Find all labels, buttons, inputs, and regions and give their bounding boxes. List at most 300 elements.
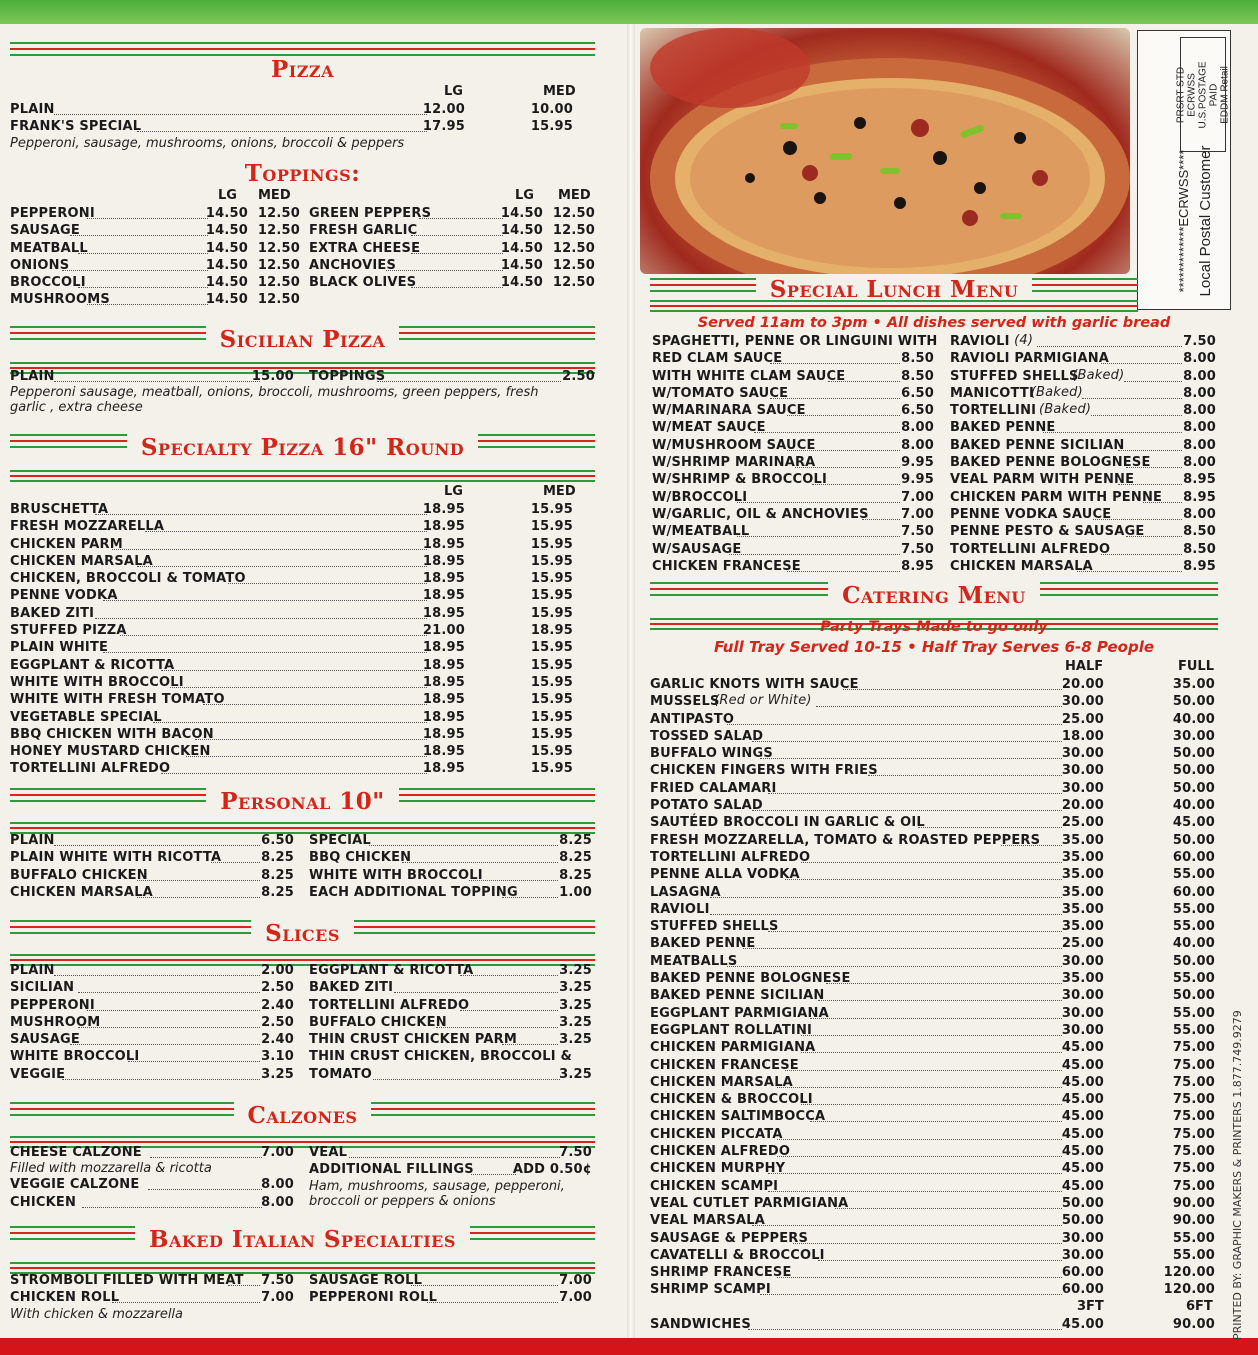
menu-item [650,1264,1218,1281]
menu-item [10,726,595,743]
item-price: 9.95 [901,472,934,488]
item-note: Ham, mushrooms, sausage, pepperoni, broccoli or peppers & onions [309,1178,565,1209]
menu-item [652,523,934,540]
item-name: EGGPLANT ROLLATINI [650,1022,813,1038]
item-name: BAKED ZITI [309,980,394,996]
price-lg: 18.95 [422,605,465,621]
item-name: W/GARLIC, OIL & ANCHOVIES [652,506,869,522]
menu-item: VEGGIE CALZONE 8.00 [10,1177,294,1193]
top-border [0,0,1258,24]
item-price: 8.95 [901,558,934,574]
menu-item [10,832,294,849]
item-name: SICILIAN [10,980,75,996]
item-name: ONIONS [10,257,70,273]
item-name: SAUSAGE & PEPPERS [650,1230,809,1246]
price-lg: 14.50 [205,223,248,239]
item-name: BUFFALO WINGS [650,746,773,762]
item-name: BLACK OLIVES [309,275,417,291]
menu-item [950,471,1216,488]
item-name: BUFFALO CHICKEN [309,1014,447,1030]
price-half: 45.00 [1061,1040,1104,1056]
item-name: PEPPERONI ROLL [309,1290,438,1306]
item-price: 6.50 [901,385,934,401]
item-name: PEPPERONI [10,997,95,1013]
price-lg: 18.95 [422,553,465,569]
price-half: 30.00 [1061,1247,1104,1263]
item-name: W/MEAT SAUCE [652,420,766,436]
price-lg: 18.95 [422,571,465,587]
menu-item [10,101,595,118]
menu-item [10,222,300,239]
price-lg: 18.95 [422,657,465,673]
dot-leader [793,1231,1062,1244]
menu-item [309,240,595,257]
price-med: 12.50 [257,240,300,256]
price-full: 55.00 [1172,919,1215,935]
dot-leader [137,868,261,881]
item-price: 2.40 [261,997,294,1013]
price-med: 12.50 [552,206,595,221]
dot-leader [460,998,558,1011]
price-half: 30.00 [1061,988,1104,1004]
menu-item [650,762,1218,779]
menu-item [652,368,934,385]
menu-item [950,558,1216,575]
price-med: 15.95 [530,605,573,621]
dot-leader [377,369,561,382]
item-name: PENNE VODKA SAUCE [950,506,1112,522]
item-price: 7.50 [901,524,934,540]
catering-section [650,580,1218,1332]
price-med: 12.50 [257,275,300,291]
dot-leader [918,815,1062,828]
price-half: 30.00 [1061,763,1104,779]
dot-leader [768,919,1062,932]
price-half: 30.00 [1061,1005,1104,1021]
price-lg: 18.95 [422,692,465,708]
item-name: W/MEATBALL [652,524,750,540]
dot-leader [228,571,427,584]
price-half: 60.00 [1061,1282,1104,1298]
price-full: 120.00 [1163,1265,1215,1281]
dot-leader [727,712,1062,725]
item-price: 8.00 [901,420,934,436]
price-half: 45.00 [1061,1074,1104,1090]
price-full: 75.00 [1172,1057,1215,1073]
menu-item [650,1039,1218,1056]
price-med: 15.95 [530,761,573,777]
pizza-photo [640,28,1130,274]
item-price: 2.00 [261,963,294,978]
menu-item [309,884,592,901]
price-full: 40.00 [1172,936,1215,952]
price-med: 15.95 [530,571,573,587]
item-name: EGGPLANT & RICOTTA [10,657,175,673]
item-name: GARLIC KNOTS WITH SAUCE [650,677,859,692]
item-price: 3.25 [559,1014,592,1030]
item-name: BAKED PENNE BOLOGNESE [650,971,851,987]
menu-item [10,709,595,726]
dot-leader [727,954,1062,967]
price-full: 40.00 [1172,711,1215,727]
item-price: 3.10 [261,1049,294,1065]
item-price: 8.50 [901,368,934,384]
menu-item: SPAGHETTI, PENNE OR LINGUINI WITH [652,334,938,349]
section-title: Sicilian Pizza [10,326,595,353]
dot-leader [170,675,427,688]
dot-leader [87,292,208,305]
catering-subtitle-1: Party Trays Made to go only [820,619,1048,635]
menu-item [650,814,1218,831]
item-name: RED CLAM SAUCE [652,351,783,367]
menu-item [10,257,300,274]
price-half: 25.00 [1061,711,1104,727]
bottom-border [0,1338,1258,1355]
menu-item [650,797,1218,814]
dot-leader [411,223,503,236]
item-price: 15.00 [251,369,294,384]
item-name: POTATO SALAD [650,798,763,814]
item-name: PENNE PESTO & SAUSAGE [950,524,1145,540]
item-name: VEAL PARM WITH PENNE [950,472,1135,488]
item-name: CAVATELLI & BROCCOLI [650,1247,825,1263]
item-price: 6.50 [901,403,934,419]
menu-item [650,918,1218,935]
price-half: 35.00 [1061,884,1104,900]
personal-section [10,786,595,900]
price-half: 20.00 [1061,677,1104,692]
item-name: STUFFED SHELLS [650,919,779,935]
price-med: 15.95 [530,119,573,135]
item-name: LASAGNA [650,884,721,900]
price-med: 12.50 [552,257,595,273]
dot-leader [843,677,1062,690]
price-half: 45.00 [1061,1092,1104,1108]
menu-item [10,849,294,866]
item-price: 7.00 [261,1290,294,1306]
menu-item [650,1005,1218,1022]
dot-leader [737,490,900,503]
item-name: CHICKEN PICCATA [650,1126,783,1142]
item-price: 3.25 [261,1066,294,1082]
dot-leader [1037,334,1182,347]
price-med: 15.95 [530,553,573,569]
dot-leader [103,588,427,601]
menu-item [10,691,595,708]
item-note: Filled with mozzarella & ricotta [10,1161,212,1177]
item-price: 8.25 [559,867,592,883]
price-half: 30.00 [1061,694,1104,710]
menu-item [652,454,934,471]
item-name: RAVIOLI [650,901,710,917]
item-price: 7.00 [559,1290,592,1306]
dot-leader [862,507,901,520]
menu-item [650,1178,1218,1195]
item-name: TORTELLINI ALFREDO [650,849,811,865]
section-title: Pizza [10,56,595,83]
item-name: TORTELLINI ALFREDO [309,997,470,1013]
menu-item [650,832,1218,849]
price-med: 12.50 [552,223,595,239]
menu-item: SANDWICHES 45.00 90.00 [650,1316,1215,1332]
price-med: 15.95 [530,657,573,673]
menu-item [10,867,294,884]
price-half: 45.00 [1061,1057,1104,1073]
menu-item [652,437,934,454]
dot-leader [710,885,1062,898]
menu-item [650,1247,1218,1264]
menu-item [10,274,300,291]
item-name: BROCCOLI [10,275,86,291]
dot-leader [1126,455,1182,468]
price-full: 50.00 [1172,746,1215,762]
dot-leader [818,1248,1062,1261]
item-name: CHICKEN MARSALA [10,553,153,569]
dot-leader [203,692,427,705]
menu-item [950,402,1216,419]
dot-leader [785,1058,1062,1071]
item-name: BRUSCHETTA [10,502,109,517]
item-name: CHICKEN MARSALA [10,884,153,900]
item-name: MUSHROOM [10,1014,101,1030]
dot-leader [1082,386,1182,399]
menu-item [950,419,1216,436]
dot-leader [1093,507,1182,520]
item-price: 7.50 [1183,334,1216,349]
price-half: 35.00 [1061,919,1104,935]
item-price: 8.00 [1183,506,1216,522]
item-price: 2.40 [261,1032,294,1048]
menu-item [950,350,1216,367]
item-name: ANTIPASTO [650,711,735,727]
menu-item [950,506,1216,523]
dot-leader [195,727,427,740]
item-name: BAKED PENNE SICILIAN [950,437,1125,453]
dot-leader [777,1144,1063,1157]
menu-item [10,587,595,604]
menu-item [650,1091,1218,1108]
section-title: Special Lunch Menu [650,276,1138,303]
price-half: 45.00 [1061,1144,1104,1160]
menu-item: ADDITIONAL FILLINGS ADD 0.50¢ [309,1162,592,1178]
price-med: 12.50 [552,240,595,256]
menu-item [650,728,1218,745]
item-name: THIN CRUST CHICKEN PARM [309,1032,517,1048]
item-name: WHITE WITH FRESH TOMATO [10,692,225,708]
dot-leader [369,833,558,846]
price-full: 55.00 [1172,1005,1215,1021]
price-full: 55.00 [1172,867,1215,883]
price-full: 75.00 [1172,1144,1215,1160]
dot-leader [760,1282,1062,1295]
dot-leader [411,241,503,254]
menu-item [10,997,294,1014]
price-lg: 21.00 [422,623,465,639]
price-med: 12.50 [257,292,300,308]
dot-leader [816,694,1063,707]
menu-item [309,979,592,996]
dot-leader [87,206,208,219]
section-title: Catering Menu [650,582,1218,609]
price-full: 35.00 [1172,677,1215,692]
item-name: WHITE WITH BROCCOLI [10,674,184,690]
item-name: CHICKEN FINGERS WITH FRIES [650,763,878,779]
item-name: CHICKEN PARM [10,536,123,552]
menu-item [10,674,595,691]
price-full: 75.00 [1172,1178,1215,1194]
dot-leader [62,258,208,271]
dot-leader [469,868,558,881]
menu-item [650,693,1218,710]
item-price: 8.95 [1183,472,1216,488]
menu-item [650,711,1218,728]
menu-item [652,541,934,558]
dot-leader [835,1196,1062,1209]
menu-item [10,657,595,674]
item-name: PLAIN WHITE WITH RICOTTA [10,850,222,866]
menu-item [650,1281,1218,1298]
price-lg: 14.50 [205,292,248,308]
item-name: CHICKEN ROLL [10,1290,120,1306]
lunch-section [650,276,1218,574]
price-lg: 18.95 [422,726,465,742]
item-price: 1.00 [559,884,592,900]
item-name: SPECIAL [309,833,371,848]
item-price: 8.00 [1183,403,1216,419]
item-price: 8.25 [559,833,592,848]
dot-leader [228,1273,260,1286]
menu-item [650,780,1218,797]
dot-leader [394,980,558,993]
price-full: 75.00 [1172,1126,1215,1142]
item-name: W/MARINARA SAUCE [652,403,806,419]
item-price: 8.95 [1183,489,1216,505]
menu-item [650,1022,1218,1039]
dot-leader [801,1023,1062,1036]
price-lg: 14.50 [500,223,543,239]
dot-leader [78,241,208,254]
price-med: 15.95 [530,709,573,725]
catering-subtitle-2: Full Tray Served 10-15 • Half Tray Serves 6-8 People [713,638,1155,656]
menu-item [10,368,294,385]
menu-item [10,518,595,535]
item-name: VEGGIE [10,1066,66,1082]
panel-fold [627,24,635,1338]
dot-leader [78,980,260,993]
item-name: BUFFALO CHICKEN [10,867,148,883]
dot-leader [729,542,900,555]
item-name: SAUSAGE [10,223,80,239]
menu-item [650,1230,1218,1247]
dot-leader [777,1127,1063,1140]
price-lg: 18.95 [422,588,465,604]
item-name: EGGPLANT PARMIGIANA [650,1005,829,1021]
section-title: Toppings: [244,160,361,187]
dot-leader [1101,542,1182,555]
menu-item [950,454,1216,471]
menu-item [650,1108,1218,1125]
item-name: PLAIN [10,369,55,384]
item-name: CHICKEN FRANCESE [650,1057,799,1073]
menu-item [10,570,595,587]
menu-item [650,849,1218,866]
price-full: 40.00 [1172,798,1215,814]
menu-item [10,1014,294,1031]
baked-section [10,1224,595,1322]
dot-leader [785,867,1062,880]
item-name: W/BROCCOLI [652,489,748,505]
menu-item [309,222,595,239]
price-half: 30.00 [1061,953,1104,969]
item-note: (4) [1014,333,1034,348]
price-half: 50.00 [1061,1213,1104,1229]
calzones-section [10,1100,595,1210]
item-name: MUSSELS [650,694,720,710]
price-full: 120.00 [1163,1282,1215,1298]
item-price: 8.25 [261,884,294,900]
dot-leader [153,710,427,723]
price-half: 45.00 [1061,1109,1104,1125]
item-price: 7.00 [901,506,934,522]
dot-leader [801,1092,1062,1105]
menu-item [309,1014,592,1031]
item-price: 3.25 [559,1032,592,1048]
dot-leader [95,606,427,619]
price-lg: 17.95 [422,119,465,135]
price-half: 30.00 [1061,1230,1104,1246]
dot-leader [801,850,1062,863]
price-full: 55.00 [1172,971,1215,987]
dot-leader [1001,833,1062,846]
dot-leader [70,1032,260,1045]
item-name: CHICKEN MARSALA [950,558,1093,574]
menu-item [950,385,1216,402]
item-name: CHICKEN ALFREDO [650,1144,791,1160]
menu-item [10,962,294,979]
item-name: WHITE WITH BROCCOLI [309,867,483,883]
dot-leader [787,403,900,416]
price-lg: 14.50 [205,275,248,291]
price-half: 45.00 [1061,1178,1104,1194]
price-med: 15.95 [530,674,573,690]
dot-leader [777,1075,1063,1088]
menu-item [10,1066,294,1083]
dot-leader [787,438,900,451]
item-name: WITH WHITE CLAM SAUCE [652,368,846,384]
dot-leader [211,850,260,863]
price-lg: 14.50 [500,240,543,256]
item-name: HONEY MUSTARD CHICKEN [10,744,211,760]
dot-leader [145,519,427,532]
price-full: 50.00 [1172,763,1215,779]
item-note: (Baked) [1030,384,1083,400]
menu-item [10,979,294,996]
item-price: 7.00 [901,489,934,505]
price-half: 45.00 [1061,1161,1104,1177]
item-name: CHICKEN SCAMPI [650,1178,779,1194]
dot-leader [386,258,503,271]
dot-leader [78,275,208,288]
dot-leader [1043,420,1182,433]
menu-item [309,997,592,1014]
price-lg: 18.95 [422,674,465,690]
dot-leader [161,658,427,671]
item-name: STUFFED SHELLS [950,368,1079,384]
price-med: 15.95 [530,588,573,604]
price-med: 15.95 [530,692,573,708]
dot-leader [54,833,261,846]
price-half: 25.00 [1061,936,1104,952]
